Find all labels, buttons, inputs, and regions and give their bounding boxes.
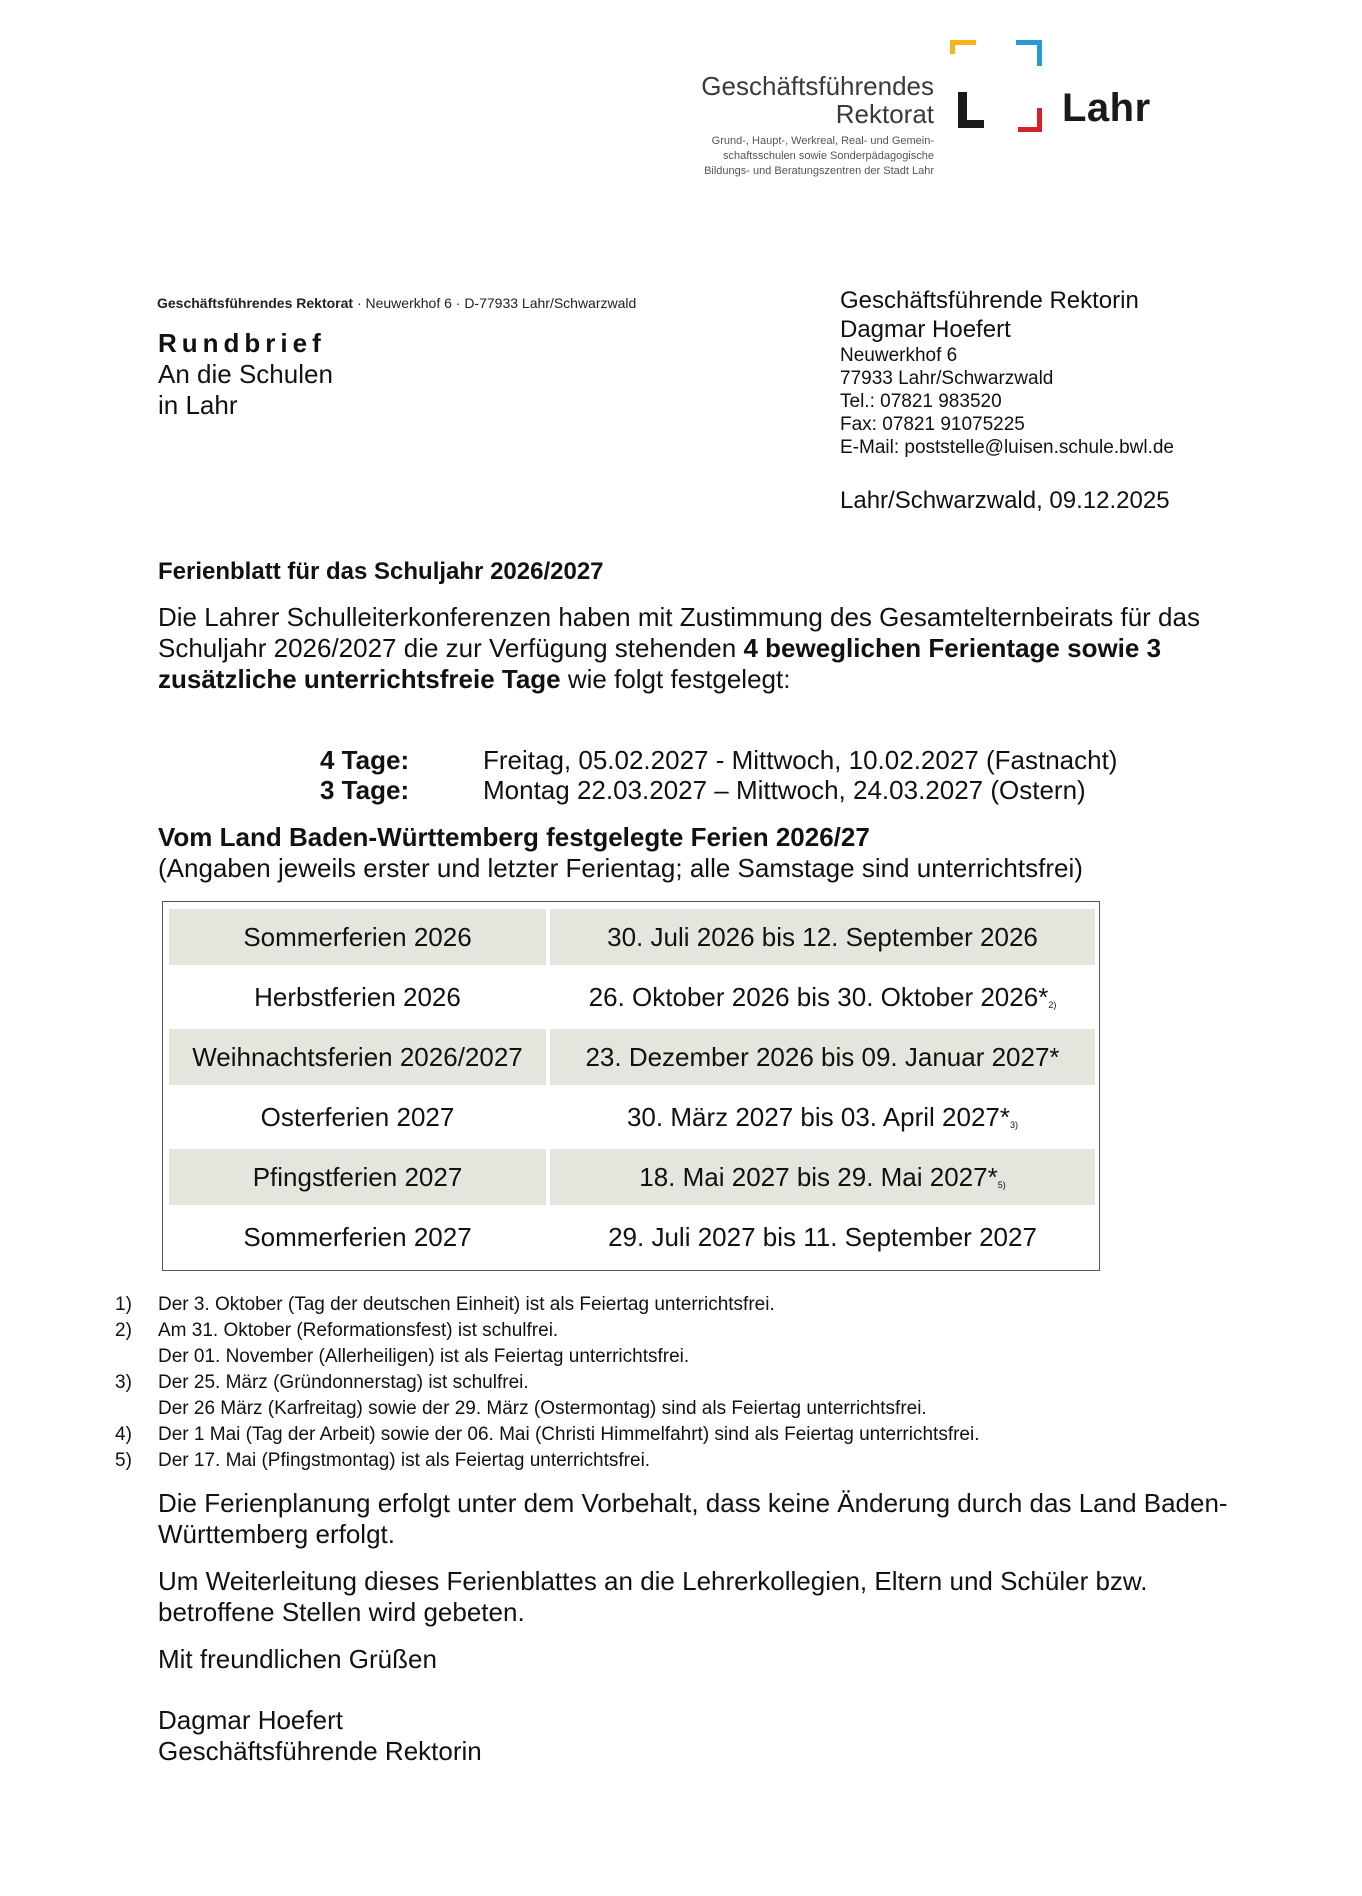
recipient-block: [158, 328, 333, 421]
movable-days-label: 3 Tage:: [320, 775, 410, 805]
holiday-name: Pfingstferien 2027: [169, 1149, 546, 1205]
footnote-number: 3): [115, 1372, 132, 1393]
contact-block: [840, 286, 1300, 515]
contact-name: Dagmar Hoefert: [840, 316, 1011, 343]
document-heading: Ferienblatt für das Schuljahr 2026/2027: [158, 558, 604, 585]
holiday-footnote-ref: 2): [1048, 999, 1057, 1010]
sender-line-bold: Geschäftsführendes Rektorat: [157, 295, 354, 311]
signature-role: Geschäftsführende Rektorin: [158, 1736, 482, 1766]
footnote-text: Der 1 Mai (Tag der Arbeit) sowie der 06. Mai (Christi Himmelfahrt) sind als Feiertag unterrichtsfrei.: [158, 1424, 980, 1445]
logo-wordmark: Lahr: [1062, 86, 1151, 130]
holiday-name: Sommerferien 2027: [243, 1221, 472, 1252]
logo-title-line1: Geschäftsführendes: [701, 71, 934, 101]
logo-corner-yellow: [952, 42, 976, 54]
footnote-number: 4): [115, 1424, 132, 1445]
holiday-name: Weihnachtsferien 2026/2027: [169, 1029, 546, 1085]
holiday-dates: [550, 909, 1095, 965]
footnote-text: Der 26 März (Karfreitag) sowie der 29. März (Ostermontag) sind als Feiertag unterrichtsfrei.: [158, 1398, 927, 1419]
signature-name: Dagmar Hoefert: [158, 1705, 343, 1735]
footnote: [115, 1318, 1315, 1370]
movable-days-text: Montag 22.03.2027 – Mittwoch, 24.03.2027 (Ostern): [483, 775, 1086, 805]
state-holidays-subheading: (Angaben jeweils erster und letzter Ferientag; alle Samstage sind unterrichtsfrei): [158, 853, 1083, 883]
holiday-dates-text: 18. Mai 2027 bis 29. Mai 2027*: [639, 1161, 998, 1192]
footnote-text: Am 31. Oktober (Reformationsfest) ist schulfrei.: [158, 1320, 559, 1341]
intro-text-bold: 4 beweglichen Ferientage sowie 3 zusätzliche unterrichtsfreie Tage: [158, 633, 1162, 694]
footnote-text: Der 17. Mai (Pfingstmontag) ist als Feiertag unterrichtsfrei.: [158, 1450, 651, 1471]
holiday-name: Sommerferien 2026: [169, 909, 546, 965]
movable-days-text: Freitag, 05.02.2027 - Mittwoch, 10.02.2027 (Fastnacht): [483, 745, 1118, 775]
movable-days-row: [320, 745, 1117, 776]
logo-corner-blue: [1016, 42, 1040, 66]
lahr-logo-mark-icon: [950, 40, 1042, 132]
holiday-dates: [550, 1209, 1095, 1265]
footnote-text: Der 25. März (Gründonnerstag) ist schulfrei.: [158, 1372, 529, 1393]
table-row: [169, 1149, 1095, 1205]
holiday-dates: [550, 1149, 1095, 1205]
logo-subtitle-line3: Bildungs- und Beratungszentren der Stadt Lahr: [704, 165, 934, 177]
intro-text-2: wie folgt festgelegt:: [560, 664, 791, 694]
holiday-dates: [550, 1089, 1095, 1145]
table-row: [169, 1029, 1095, 1085]
holiday-footnote-ref: 3): [1010, 1119, 1019, 1130]
contact-email[interactable]: E-Mail: poststelle@luisen.schule.bwl.de: [840, 437, 1174, 458]
sender-line-rest: · Neuwerkhof 6 · D-77933 Lahr/Schwarzwald: [353, 295, 637, 311]
holiday-dates-text: 30. Juli 2026 bis 12. September 2026: [607, 921, 1038, 952]
holiday-dates-text: 26. Oktober 2026 bis 30. Oktober 2026*: [588, 981, 1049, 1012]
footnote-text: Der 3. Oktober (Tag der deutschen Einheit) ist als Feiertag unterrichtsfrei.: [158, 1294, 775, 1315]
footnotes: [115, 1292, 1315, 1474]
footnote-number: 2): [115, 1320, 132, 1341]
state-holidays-heading: Vom Land Baden-Württemberg festgelegte Ferien 2026/27: [158, 822, 870, 852]
holiday-dates: [550, 969, 1095, 1025]
holiday-table: [162, 901, 1100, 1271]
holiday-footnote-ref: 5): [997, 1179, 1006, 1190]
table-row: [169, 909, 1095, 965]
logo-corner-red: [1018, 108, 1040, 130]
holiday-name: Herbstferien 2026: [254, 981, 461, 1012]
signature-block: [158, 1705, 1238, 1767]
footnote: [115, 1422, 1315, 1448]
footnote: [115, 1292, 1315, 1318]
contact-fax: Fax: 07821 91075225: [840, 414, 1025, 435]
holiday-dates-text: 30. März 2027 bis 03. April 2027*: [626, 1101, 1010, 1132]
letter-date: Lahr/Schwarzwald, 09.12.2025: [840, 487, 1170, 514]
holiday-dates-text: 29. Juli 2027 bis 11. September 2027: [608, 1221, 1037, 1252]
movable-days-label: 4 Tage:: [320, 745, 410, 775]
closing-paragraph-1: Die Ferienplanung erfolgt unter dem Vorbehalt, dass keine Änderung durch das Land Baden-Württemberg erfolgt.: [158, 1488, 1228, 1549]
table-row: [169, 1089, 1095, 1145]
footnote: [115, 1370, 1315, 1422]
table-row: [169, 969, 1095, 1025]
logo-title-line2: Rektorat: [835, 99, 934, 129]
greeting: Mit freundlichen Grüßen: [158, 1644, 437, 1674]
logo-subtitle: [600, 134, 934, 179]
rundbrief-title: Rundbrief: [158, 328, 326, 358]
footnote-text: Der 01. November (Allerheiligen) ist als Feiertag unterrichtsfrei.: [158, 1346, 690, 1367]
movable-days-row: [320, 775, 1086, 806]
contact-tel: Tel.: 07821 983520: [840, 391, 1002, 412]
logo-subtitle-line1: Grund-, Haupt-, Werkreal, Real- und Gemein-: [711, 135, 934, 147]
contact-city: 77933 Lahr/Schwarzwald: [840, 368, 1054, 389]
footnote-number: 5): [115, 1450, 132, 1471]
table-row: [169, 1209, 1095, 1265]
contact-street: Neuwerkhof 6: [840, 345, 958, 366]
holiday-dates: [550, 1029, 1095, 1085]
recipient-line2: in Lahr: [158, 390, 238, 420]
holiday-dates-text: 23. Dezember 2026 bis 09. Januar 2027*: [585, 1041, 1060, 1072]
holiday-name: Osterferien 2027: [260, 1101, 455, 1132]
contact-role: Geschäftsführende Rektorin: [840, 287, 1139, 314]
recipient-line1: An die Schulen: [158, 359, 333, 389]
sender-line: [157, 295, 636, 311]
footnote-number: 1): [115, 1294, 132, 1315]
logo-letter-l: [958, 92, 984, 128]
closing-paragraph-2: Um Weiterleitung dieses Ferienblattes an die Lehrerkollegien, Eltern und Schüler bzw. betroffene Stellen wird gebeten.: [158, 1566, 1148, 1627]
logo-text: [600, 72, 934, 179]
logo-subtitle-line2: schaftsschulen sowie Sonderpädagogische: [723, 150, 934, 162]
intro-text-1: Die Lahrer Schulleiterkonferenzen haben mit Zustimmung des Gesamtelternbeirats für das Schuljahr 2026/2027 die zur Verfügung stehenden: [158, 602, 1200, 663]
intro-paragraph: [158, 602, 1238, 695]
footnote: [115, 1448, 1315, 1474]
